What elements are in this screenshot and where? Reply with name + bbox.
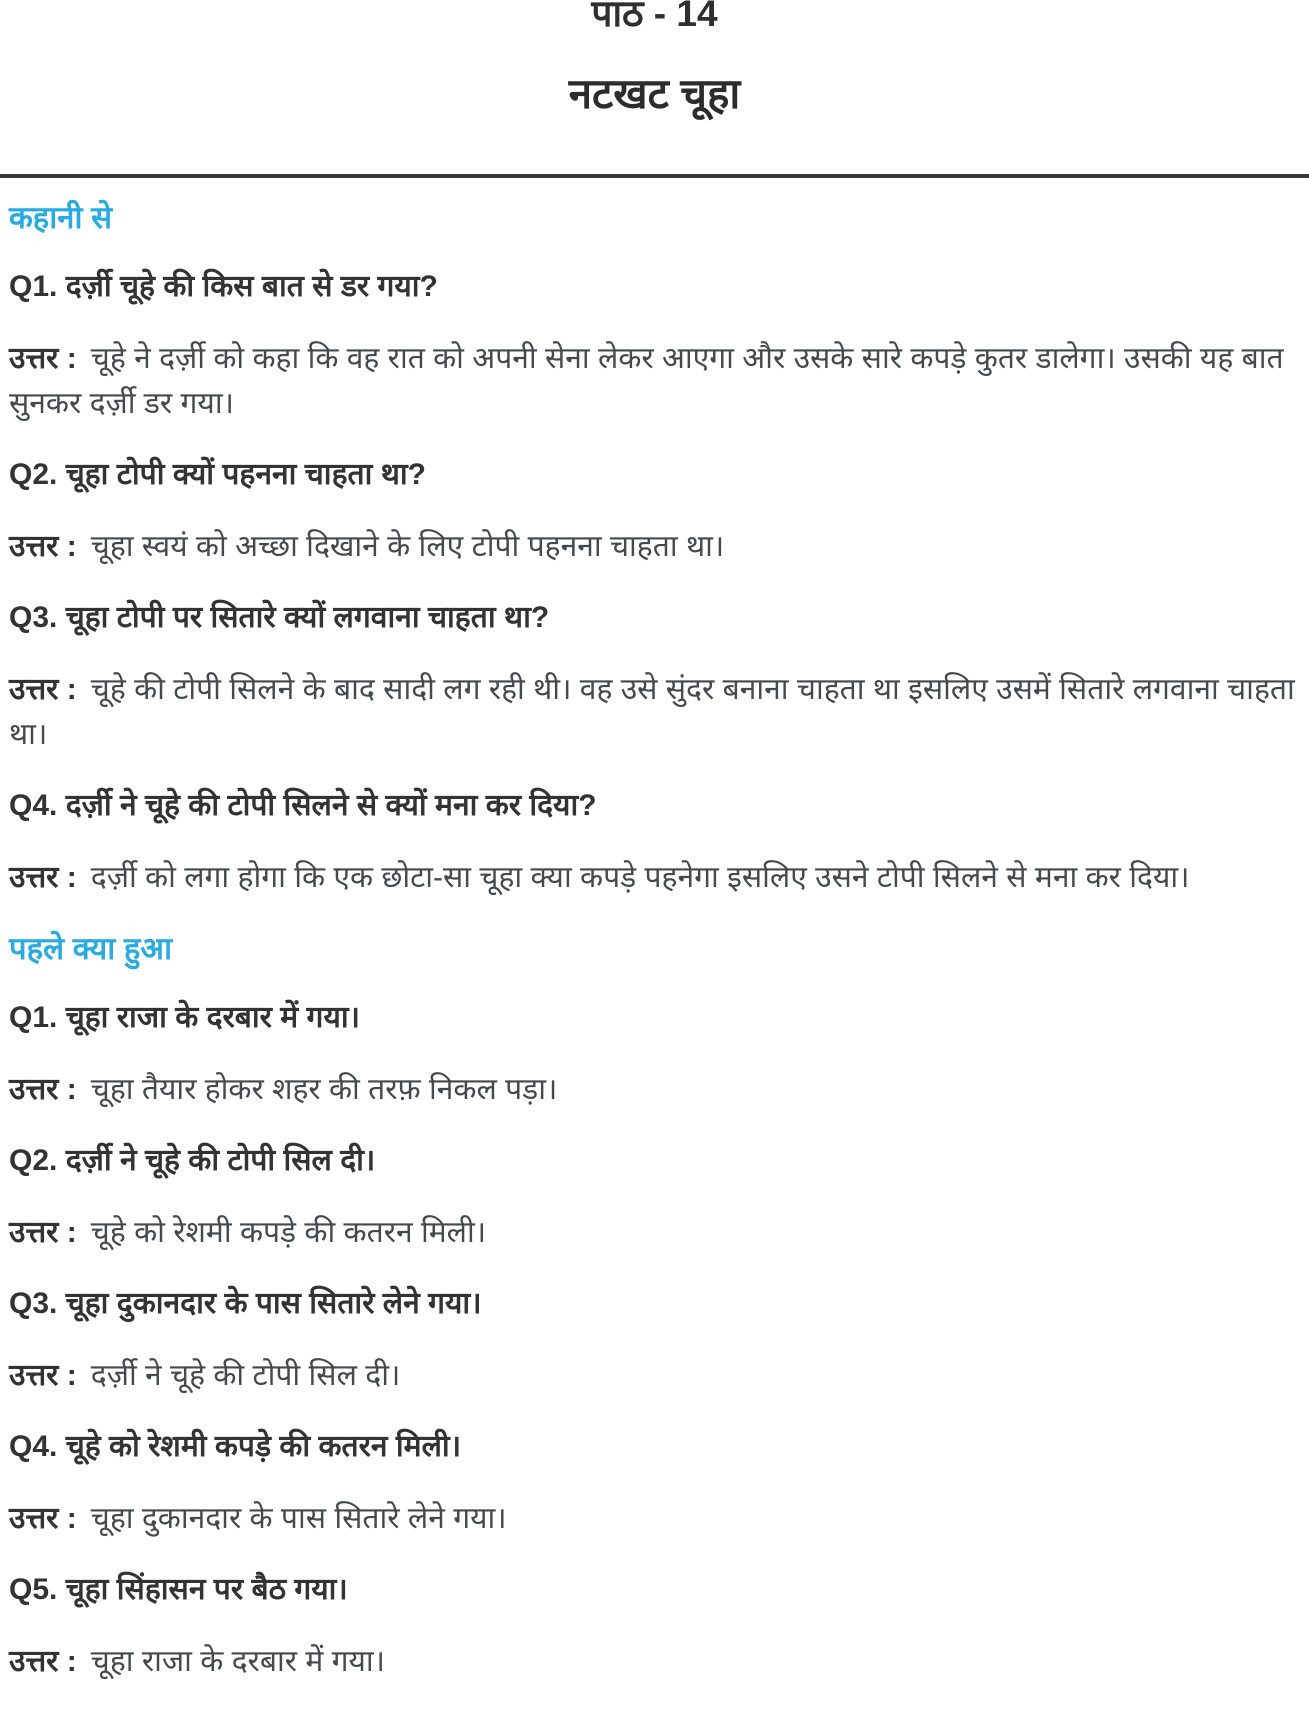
answer-label: उत्तर : <box>9 1502 77 1535</box>
answer-text: दर्ज़ी ने चूहे की टोपी सिल दी। <box>90 1359 401 1392</box>
answer <box>9 336 1300 426</box>
answer-label: उत्तर : <box>9 1216 77 1249</box>
section-heading-kahani-se: कहानी से <box>9 200 113 235</box>
section-heading-pehle-kya-hua: पहले क्या हुआ <box>9 931 173 966</box>
title-block <box>0 0 1309 120</box>
question-number: Q1. <box>9 270 58 303</box>
answer <box>9 1496 1300 1541</box>
answer-text: चूहा राजा के दरबार में गया। <box>90 1645 386 1678</box>
answer-label: उत्तर : <box>9 342 77 375</box>
question <box>9 1284 1300 1324</box>
answer-text: चूहा दुकानदार के पास सितारे लेने गया। <box>90 1502 507 1535</box>
question <box>9 455 1300 495</box>
question <box>9 598 1300 638</box>
question <box>9 1427 1300 1467</box>
question-number: Q2. <box>9 1144 58 1177</box>
answer-text: चूहा तैयार होकर शहर की तरफ़ निकल पड़ा। <box>90 1073 558 1106</box>
question-text: दर्ज़ी चूहे की किस बात से डर गया? <box>65 270 438 303</box>
answer <box>9 667 1300 757</box>
question-text: चूहा टोपी पर सितारे क्यों लगवाना चाहता था? <box>65 601 550 634</box>
question <box>9 998 1300 1038</box>
document-content <box>0 198 1309 1684</box>
question-text: चूहा दुकानदार के पास सितारे लेने गया। <box>65 1287 482 1320</box>
question-text: दर्ज़ी ने चूहे की टोपी सिलने से क्यों मना कर दिया? <box>65 789 597 822</box>
question <box>9 1141 1300 1181</box>
answer-label: उत्तर : <box>9 1359 77 1392</box>
answer <box>9 1067 1300 1112</box>
answer-text: चूहे को रेशमी कपड़े की कतरन मिली। <box>90 1216 487 1249</box>
answer <box>9 1210 1300 1255</box>
divider-line <box>0 174 1309 178</box>
question-text: दर्ज़ी ने चूहे की टोपी सिल दी। <box>65 1144 376 1177</box>
answer-label: उत्तर : <box>9 1073 77 1106</box>
question <box>9 786 1300 826</box>
question-text: चूहे को रेशमी कपड़े की कतरन मिली। <box>65 1430 462 1463</box>
answer-label: उत्तर : <box>9 673 77 706</box>
question <box>9 267 1300 307</box>
question <box>9 1570 1300 1610</box>
answer-label: उत्तर : <box>9 1645 77 1678</box>
question-number: Q4. <box>9 1430 58 1463</box>
answer <box>9 1639 1300 1684</box>
answer <box>9 855 1300 900</box>
question-number: Q1. <box>9 1001 58 1034</box>
answer-label: उत्तर : <box>9 861 77 894</box>
question-text: चूहा टोपी क्यों पहनना चाहता था? <box>65 458 426 491</box>
answer-label: उत्तर : <box>9 530 77 563</box>
answer-text: चूहे ने दर्ज़ी को कहा कि वह रात को अपनी सेना लेकर आएगा और उसके सारे कपड़े कुतर डालेगा। उसकी यह बात सुनकर दर्ज़ी डर गया। <box>9 342 1284 420</box>
question-number: Q4. <box>9 789 58 822</box>
question-number: Q2. <box>9 458 58 491</box>
answer-text: चूहा स्वयं को अच्छा दिखाने के लिए टोपी पहनना चाहता था। <box>90 530 725 563</box>
lesson-number: पाठ - 14 <box>591 0 718 34</box>
question-number: Q3. <box>9 1287 58 1320</box>
question-text: चूहा सिंहासन पर बैठ गया। <box>65 1573 348 1606</box>
question-number: Q3. <box>9 601 58 634</box>
answer <box>9 524 1300 569</box>
answer <box>9 1353 1300 1398</box>
question-number: Q5. <box>9 1573 58 1606</box>
answer-text: चूहे की टोपी सिलने के बाद सादी लग रही थी। वह उसे सुंदर बनाना चाहता था इसलिए उसमें सितारे लगवाना चाहता था। <box>9 673 1295 751</box>
question-text: चूहा राजा के दरबार में गया। <box>65 1001 360 1034</box>
lesson-title: नटखट चूहा <box>568 70 741 117</box>
answer-text: दर्ज़ी को लगा होगा कि एक छोटा-सा चूहा क्या कपड़े पहनेगा इसलिए उसने टोपी सिलने से मना कर दिया। <box>90 861 1190 894</box>
